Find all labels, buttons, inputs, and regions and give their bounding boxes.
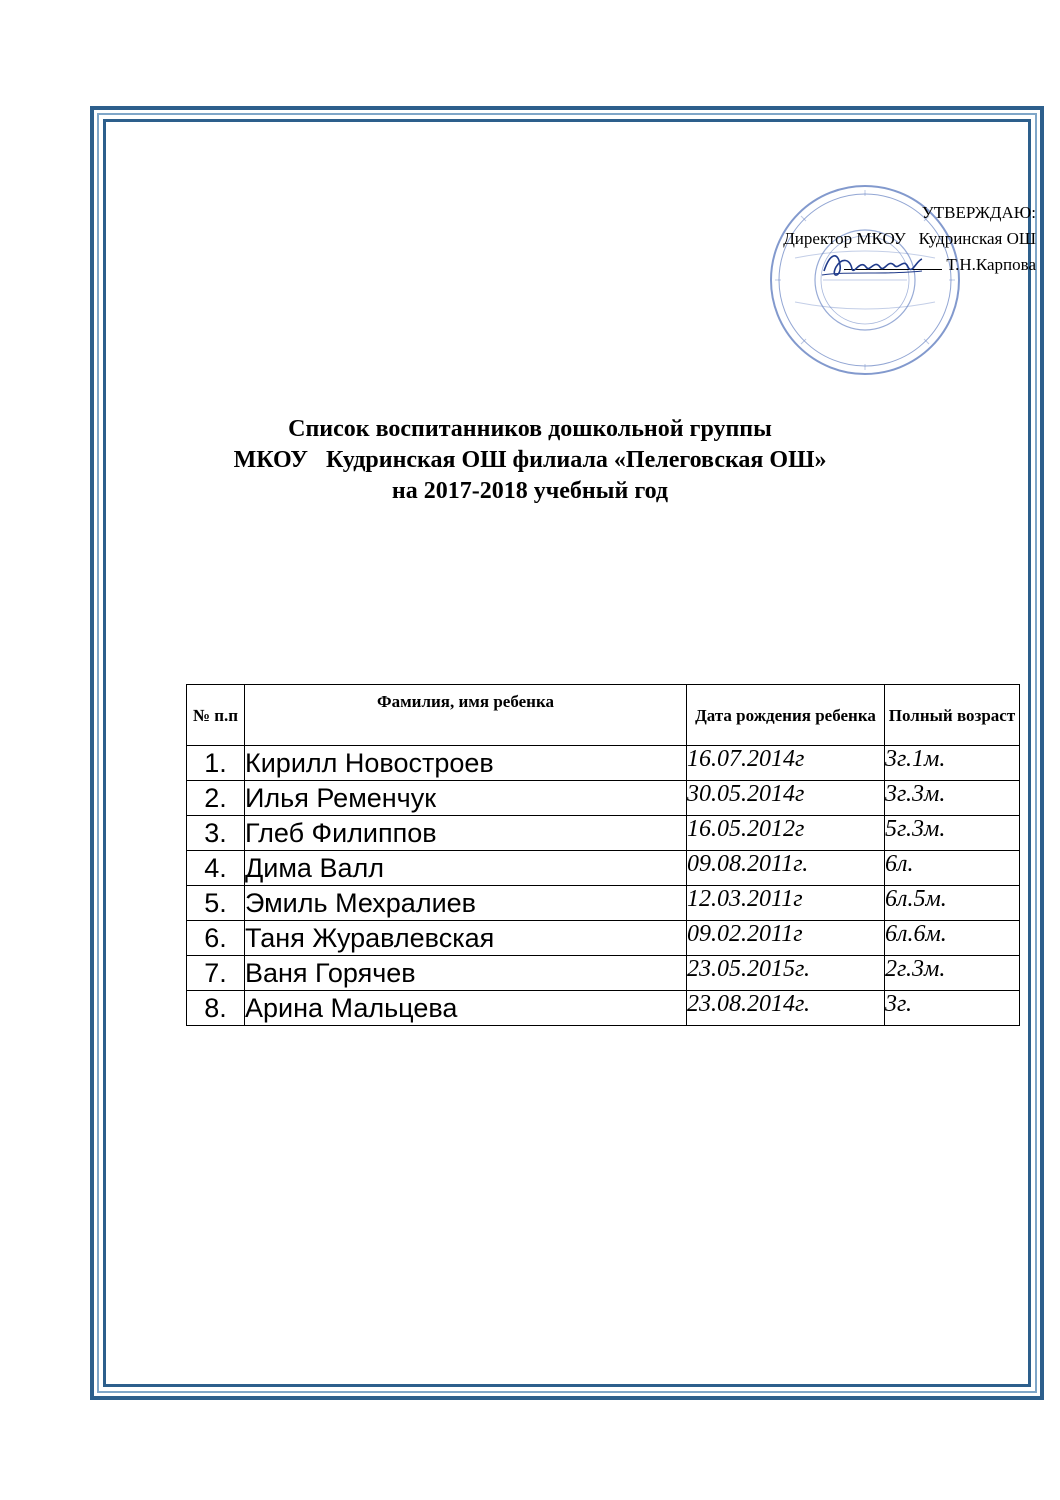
document-title [0,414,1060,507]
table-header-row [187,685,1020,746]
row-num: 7. [187,956,245,991]
row-age: 5г.3м. [885,816,1020,851]
title-line-2: МКОУ Кудринская ОШ филиала «Пелеговская ОШ» [233,447,827,473]
row-birth: 30.05.2014г [687,781,885,816]
row-num: 4. [187,851,245,886]
table-row [187,816,1020,851]
row-birth: 23.05.2015г. [687,956,885,991]
title-line-3: на 2017-2018 учебный год [391,478,669,504]
table-row [187,956,1020,991]
row-age: 6л. [885,851,1020,886]
row-age: 3г. [885,991,1020,1026]
row-name: Дима Валл [245,851,687,886]
row-birth: 23.08.2014г. [687,991,885,1026]
row-num: 2. [187,781,245,816]
header-name: Фамилия, имя ребенка [245,685,687,746]
row-birth: 09.08.2011г. [687,851,885,886]
row-num: 1. [187,746,245,781]
approval-name: Т.Н.Карпова [946,255,1036,274]
row-name: Эмиль Мехралиев [245,886,687,921]
table-row [187,921,1020,956]
row-num: 3. [187,816,245,851]
row-name: Глеб Филиппов [245,816,687,851]
row-birth: 12.03.2011г [687,886,885,921]
header-num: № п.п [187,685,245,746]
row-name: Ваня Горячев [245,956,687,991]
approval-position: Директор МКОУ Кудринская ОШ [783,229,1036,248]
row-age: 6л.5м. [885,886,1020,921]
row-num: 8. [187,991,245,1026]
pupils-table [186,684,1020,1026]
header-age: Полный возраст [885,685,1020,746]
row-num: 6. [187,921,245,956]
title-line-1: Список воспитанников дошкольной группы [288,416,772,442]
row-age: 3г.1м. [885,746,1020,781]
row-num: 5. [187,886,245,921]
row-birth: 16.07.2014г [687,746,885,781]
row-name: Илья Ременчук [245,781,687,816]
director-signature [818,245,928,285]
table-row [187,746,1020,781]
table-row [187,781,1020,816]
row-age: 3г.3м. [885,781,1020,816]
table-row [187,886,1020,921]
row-name: Кирилл Новостроев [245,746,687,781]
table-row [187,851,1020,886]
row-name: Таня Журавлевская [245,921,687,956]
table-row [187,991,1020,1026]
row-age: 6л.6м. [885,921,1020,956]
row-birth: 16.05.2012г [687,816,885,851]
approval-heading: УТВЕРЖДАЮ: [921,203,1036,222]
row-name: Арина Мальцева [245,991,687,1026]
row-age: 2г.3м. [885,956,1020,991]
row-birth: 09.02.2011г [687,921,885,956]
header-birth: Дата рождения ребенка [687,685,885,746]
